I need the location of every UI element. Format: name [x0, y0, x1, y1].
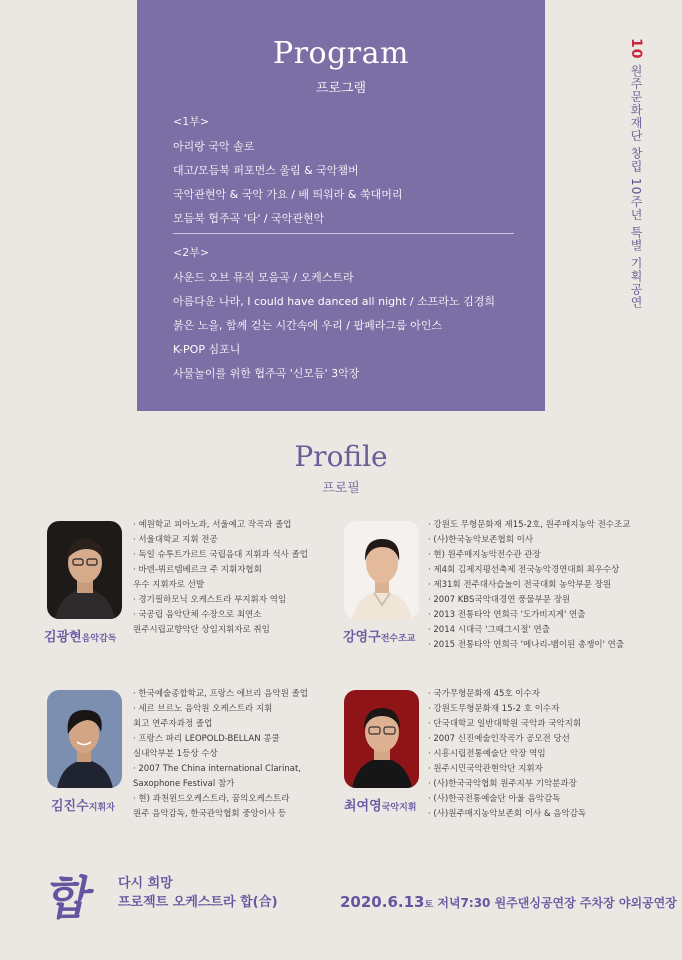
bio-line: · 2015 전통타악 연희극 '메나리-뱀이된 총쟁이' 연출: [428, 640, 625, 650]
event-time: 저녁7:30: [437, 896, 491, 910]
project-title-line2: 프로젝트 오케스트라 합(合): [118, 895, 278, 910]
profile-subtitle: 프로필: [322, 481, 360, 496]
person-name-tag: [51, 795, 115, 814]
person-name: 김광현: [44, 630, 82, 645]
program-divider: [173, 233, 514, 234]
bio-line: · 국공립 음악단체 수장으로 최연소: [133, 610, 262, 620]
program-item: 아름다운 나라, I could have danced all night / 소프라노 김경희: [173, 295, 495, 308]
person-bio: [133, 687, 308, 822]
side-banner-text: 원주문화재단 창립 10주년 특별 기획공연: [629, 64, 643, 309]
event-info: [340, 893, 677, 911]
bio-line: · 원주시민국악관현악단 지휘자: [428, 764, 543, 774]
project-title-line1: 다시 희망: [118, 876, 173, 891]
bio-line: · 세르 브르노 음악원 오케스트라 지휘: [133, 704, 273, 714]
bio-line: · 서울대학교 지휘 전공: [133, 535, 218, 545]
person-bio: [428, 518, 630, 653]
bio-line: · 현) 원주매지농악전수관 관장: [428, 550, 541, 560]
person-role: 음악감독: [81, 634, 117, 644]
hap-logo: 합: [41, 871, 98, 925]
bio-line: 우수 지휘자로 선발: [133, 580, 205, 590]
program-part2: [173, 244, 495, 386]
side-banner: [628, 38, 645, 309]
bio-line: · (사)한국전통예술단 아울 음악감독: [428, 794, 561, 804]
bio-line: · 프랑스 파리 LEOPOLD-BELLAN 콩쿨: [133, 734, 280, 744]
program-panel: [137, 0, 545, 411]
project-title: [118, 874, 278, 912]
profile-title: Profile: [294, 440, 388, 473]
program-item: K-POP 심포니: [173, 343, 241, 356]
bio-line: · 강원도 무형문화재 제15-2호, 원주매지농악 전수조교: [428, 520, 631, 530]
program-item: 사운드 오브 뮤직 모음곡 / 오케스트라: [173, 271, 354, 284]
program-item: 국악관현악 & 국악 가요 / 배 띄워라 & 쑥대머리: [173, 188, 403, 201]
person-role: 전수조교: [380, 634, 416, 644]
person-name-tag: [44, 626, 116, 645]
bio-line: · 바덴-뷔르템베르크 주 지휘자협회: [133, 565, 262, 575]
program-item: 사물놀이를 위한 협주곡 '신모듬' 3악장: [173, 367, 360, 380]
avatar: [344, 521, 419, 619]
program-item: 대고/모듬북 퍼포먼스 울림 & 국악챔버: [173, 164, 359, 177]
avatar: [344, 690, 419, 788]
bio-line: · 2014 시대극 '그때그시절' 연출: [428, 625, 550, 635]
event-venue: 원주댄싱공연장 주차장 야외공연장: [494, 896, 677, 910]
program-item: 모듬북 협주곡 '타' / 국악관현악: [173, 212, 325, 225]
bio-line: 원주 음악감독, 한국관악협회 중앙이사 등: [133, 809, 287, 819]
person-name: 김진수: [51, 799, 89, 814]
program-item: 아리랑 국악 솔로: [173, 140, 255, 153]
bio-line: 원주시립교향악단 상임지휘자로 취임: [133, 625, 270, 635]
part1-header: <1부>: [173, 115, 210, 128]
bio-line: · 제31회 전주대사습놀이 전국대회 농악부문 장원: [428, 580, 612, 590]
anniversary-number: 10: [628, 38, 644, 60]
bio-line: · 시흥시립전통예술단 악장 역임: [428, 749, 546, 759]
bio-line: · 한국예술종합학교, 프랑스 에브리 음악원 졸업: [133, 689, 308, 699]
person-name-tag: [344, 795, 416, 814]
bio-line: · (사)한국농악보존협회 이사: [428, 535, 534, 545]
program-title: Program: [273, 36, 409, 71]
person-role: 지휘자: [88, 803, 115, 813]
event-day: 토: [424, 900, 434, 910]
avatar: [47, 521, 122, 619]
part2-header: <2부>: [173, 246, 210, 259]
bio-line: · 2013 전통타악 연희극 '도가비지게' 연출: [428, 610, 586, 620]
bio-line: Saxophone Festival 참가: [133, 779, 235, 789]
person-role: 국악지휘: [381, 803, 417, 813]
bio-line: · 2007 The China international Clarinat,: [133, 764, 302, 774]
bio-line: · 2007 KBS국악대경연 풍물부문 장원: [428, 595, 571, 605]
avatar: [47, 690, 122, 788]
program-item: 붉은 노을, 함께 걷는 시간속에 우리 / 팝페라그룹 아인스: [173, 319, 442, 332]
event-date: 2020.6.13: [340, 893, 425, 911]
bio-line: · 단국대학교 일반대학원 국악과 국악지휘: [428, 719, 582, 729]
person-bio: [133, 518, 308, 638]
bio-line: · (사)원주매지농악보존회 이사 & 음악감독: [428, 809, 587, 819]
bio-line: · 독일 슈투트가르트 국립음대 지휘과 석사 졸업: [133, 550, 308, 560]
bio-line: · 2007 신진예술인작곡가 공모전 당선: [428, 734, 570, 744]
person-name: 최여영: [344, 799, 382, 814]
bio-line: · 현) 과천윈드오케스트라, 꿈의오케스트라: [133, 794, 290, 804]
person-name: 강영구: [343, 630, 381, 645]
bio-line: · (사)한국국악협회 원주지부 기악분과장: [428, 779, 577, 789]
bio-line: · 예원학교 피아노과, 서울예고 작곡과 졸업: [133, 520, 292, 530]
program-subtitle: 프로그램: [315, 81, 367, 96]
bio-line: 실내악부분 1등상 수상: [133, 749, 218, 759]
bio-line: · 강원도무형문화재 15-2 호 이수자: [428, 704, 560, 714]
bio-line: · 제4회 김제지평선축제 전국농악경연대회 최우수상: [428, 565, 620, 575]
bio-line: · 국가무형문화재 45호 이수자: [428, 689, 540, 699]
bio-line: 최고 연주자과정 졸업: [133, 719, 213, 729]
program-part1: [173, 113, 402, 231]
bio-line: · 경기필하모닉 오케스트라 부지휘자 역임: [133, 595, 287, 605]
person-name-tag: [343, 626, 415, 645]
person-bio: [428, 687, 586, 822]
